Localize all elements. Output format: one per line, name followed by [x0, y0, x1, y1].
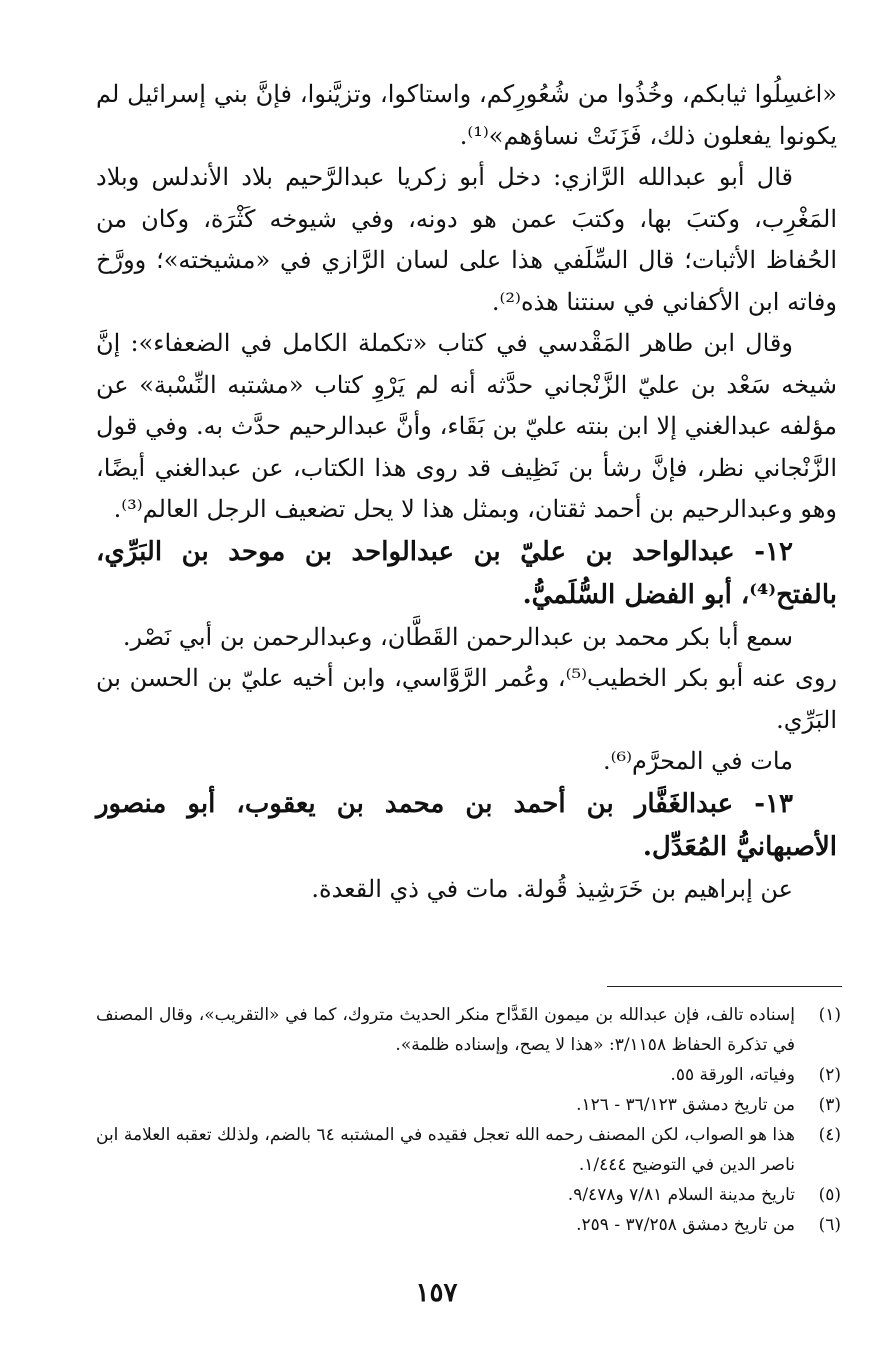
- footnote-text: من تاريخ دمشق ٣٧/٢٥٨ - ٢٥٩.: [576, 1215, 795, 1235]
- footnote-number: (٤): [818, 1125, 841, 1145]
- footnote-text: إسناده تالف، فإن عبدالله بن ميمون القَدَّاح منكر الحديث متروك، كما في «التقريب»، وقال المصنف في تذكرة الحفاظ ٣/١١٥٨: «هذا لا يصح، وإسناده ظلمة».: [96, 1005, 795, 1055]
- footnote-number: (١): [818, 1005, 841, 1025]
- entry-12-death: مات في المحرَّم⁽⁶⁾.: [603, 747, 793, 775]
- razi-paragraph: قال أبو عبدالله الرَّازي: دخل أبو زكريا عبدالرَّحيم بلاد الأندلس وبلاد المَغْرِب، وكتبَ بها، وكتبَ عمن هو دونه، وفي شيوخه كَثْرَة، وكان من الحُفاظ الأثبات؛ قال السِّلَفي هذا على لسان الرَّازي في «مشيخته»؛ وورَّخ وفاته ابن الأكفاني في سنتنا هذه⁽²⁾.: [96, 163, 837, 316]
- footnote-number: (٥): [818, 1185, 841, 1205]
- footnote-number: (٦): [818, 1215, 841, 1235]
- footnote-item: [96, 1000, 841, 1060]
- footnote-item: [96, 1060, 841, 1090]
- ibn-tahir-paragraph: وقال ابن طاهر المَقْدسي في كتاب «تكملة الكامل في الضعفاء»: إنَّ شيخه سَعْد بن عليّ الزَّنْجاني حدَّثه أنه لم يَرْوِ كتاب «مشتبه النِّسْبة» عن مؤلفه عبدالغني إلا ابن بنته عليّ بن بَقَاء، وأنَّ عبدالرحيم حدَّث به. وفي قول الزَّنْجاني نظر، فإنَّ رشأ بن نَظِيف قد روى هذا الكتاب، عن عبدالغني أيضًا، وهو وعبدالرحيم بن أحمد ثقتان، وبمثل هذا لا يحل تضعيف الرجل العالم⁽³⁾.: [96, 329, 837, 523]
- footnote-item: [96, 1180, 841, 1210]
- entry-13-heading: ١٣- عبدالغَفَّار بن أحمد بن محمد بن يعقوب، أبو منصور الأصبهانيُّ المُعَدِّل.: [96, 788, 837, 862]
- main-text: [96, 74, 837, 910]
- footnote-divider: [607, 986, 842, 987]
- hadith-quote-paragraph: «اغسِلُوا ثيابكم، وخُذُوا من شُعُورِكم، واستاكوا، وتزيَّنوا، فإنَّ بني إسرائيل لم يكونوا يفعلون ذلك، فَزَنَتْ نساؤهم»⁽¹⁾.: [96, 80, 837, 150]
- footnote-item: [96, 1210, 841, 1240]
- footnote-number: (٢): [818, 1065, 841, 1085]
- footnote-item: [96, 1120, 841, 1180]
- entry-12-heading: ١٢- عبدالواحد بن عليّ بن عبدالواحد بن موحد بن البَرِّي، بالفتح⁽⁴⁾، أبو الفضل السُّلَميُّ.: [96, 536, 837, 610]
- footnote-number: (٣): [818, 1095, 841, 1115]
- entry-13-text: عن إبراهيم بن خَرَشِيذ قُولة. مات في ذي القعدة.: [311, 874, 793, 903]
- footnotes: [96, 1000, 841, 1240]
- footnote-text: تاريخ مدينة السلام ٧/٨١ و٩/٤٧٨.: [567, 1185, 795, 1205]
- page-number: ١٥٧: [415, 1278, 458, 1308]
- footnote-item: [96, 1090, 841, 1120]
- footnote-text: وفياته، الورقة ٥٥.: [670, 1065, 795, 1085]
- footnote-text: من تاريخ دمشق ٣٦/١٢٣ - ١٢٦.: [576, 1095, 795, 1115]
- entry-12-teachers: سمع أبا بكر محمد بن عبدالرحمن القَطَّان، وعبدالرحمن بن أبي نَصْر.: [122, 622, 793, 651]
- footnote-text: هذا هو الصواب، لكن المصنف رحمه الله تعجل فقيده في المشتبه ٦٤ بالضم، ولذلك تعقبه العلامة ابن ناصر الدين في التوضيح ١/٤٤٤.: [96, 1125, 795, 1175]
- entry-12-students: روى عنه أبو بكر الخطيب⁽⁵⁾، وعُمر الرَّوَّاسي، وابن أخيه عليّ بن الحسن بن البَرِّي.: [96, 664, 837, 734]
